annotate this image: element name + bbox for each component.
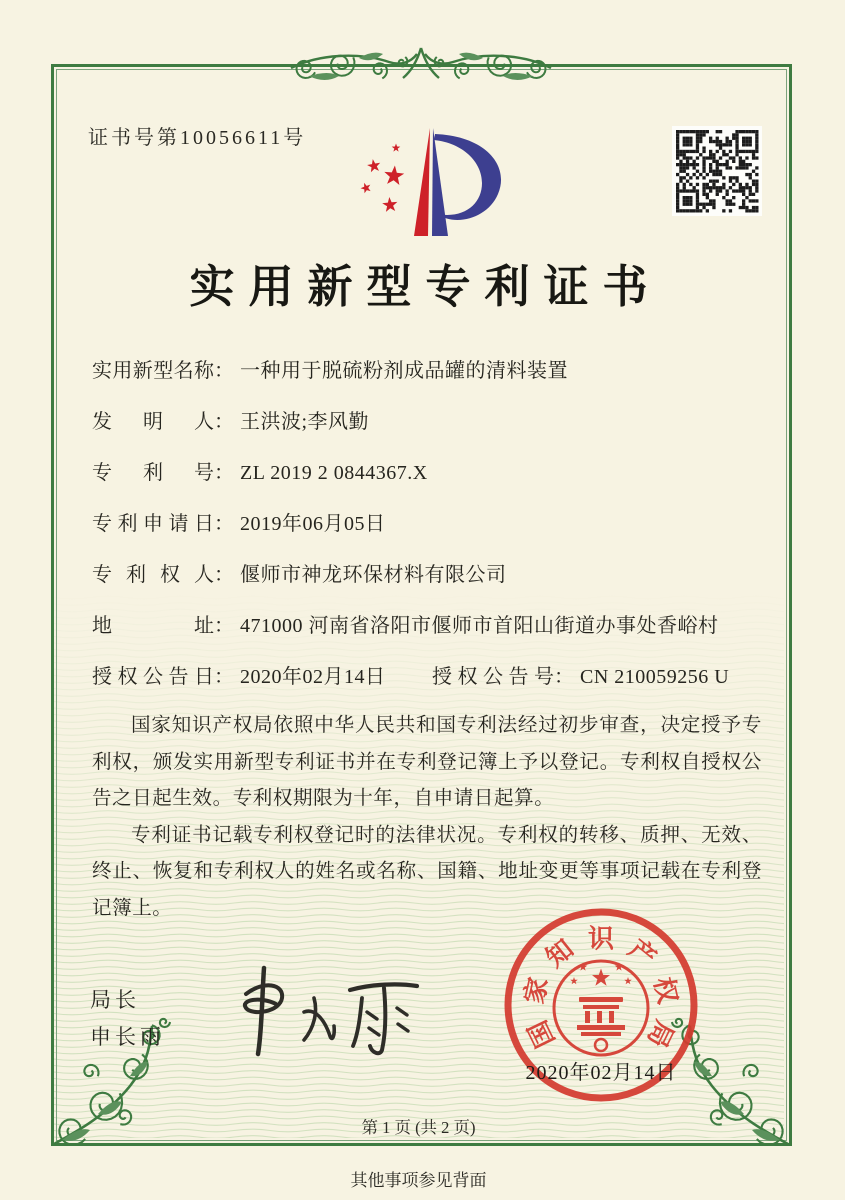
field-label: 授权公告号 bbox=[432, 666, 554, 688]
certificate-number: 证书号第10056611号 bbox=[88, 127, 307, 149]
legal-paragraph-2: 专利证书记载专利权登记时的法律状况。专利权的转移、质押、无效、终止、恢复和专利权人的姓名或名称、国籍、地址变更等事项记载在专利登记簿上。 bbox=[92, 824, 762, 919]
field-label: 专利权人 bbox=[92, 564, 214, 586]
field-value: 2020年02月14日 bbox=[240, 666, 386, 688]
field-value: 2019年06月05日 bbox=[240, 513, 386, 535]
field-value: 偃师市神龙环保材料有限公司 bbox=[240, 564, 507, 586]
field-value: 471000 河南省洛阳市偃师市首阳山街道办事处香峪村 bbox=[240, 615, 719, 637]
cnipa-logo-icon bbox=[336, 124, 526, 242]
logo-stars bbox=[361, 144, 405, 212]
director-signature-icon bbox=[212, 956, 447, 1061]
field-label: 发明人 bbox=[92, 411, 214, 433]
svg-text:家: 家 bbox=[519, 974, 554, 1007]
field-row-inventor: 发明人： 王洪波;李风勤 bbox=[92, 411, 370, 433]
field-row-address: 地址： 471000 河南省洛阳市偃师市首阳山街道办事处香峪村 bbox=[92, 615, 719, 637]
issuer-name: 申长雨 bbox=[90, 1025, 165, 1049]
svg-text:局: 局 bbox=[641, 1015, 680, 1052]
field-label: 实用新型名称 bbox=[92, 360, 214, 382]
field-value: 王洪波;李风勤 bbox=[240, 411, 370, 433]
field-row-patent-no: 专利号： ZL 2019 2 0844367.X bbox=[92, 462, 428, 484]
field-row-patentee: 专利权人： 偃师市神龙环保材料有限公司 bbox=[92, 564, 507, 586]
field-grant-date: 授权公告日： 2020年02月14日 bbox=[92, 666, 386, 688]
certificate-title: 实用新型专利证书 bbox=[189, 262, 662, 312]
field-row-filing-date: 专利申请日： 2019年06月05日 bbox=[92, 513, 386, 535]
legal-paragraph-1: 国家知识产权局依照中华人民共和国专利法经过初步审查，决定授予专利权，颁发实用新型专利证书并在专利登记簿上予以登记。专利权自授权公告之日起生效。专利权期限为十年，自申请日起算。 bbox=[92, 715, 762, 809]
seal-date: 2020年02月14日 bbox=[525, 1062, 677, 1084]
issuer-role: 局长 bbox=[90, 988, 140, 1012]
svg-text:识: 识 bbox=[587, 924, 615, 954]
field-value: 一种用于脱硫粉剂成品罐的清料装置 bbox=[240, 360, 568, 382]
field-label: 授权公告日 bbox=[92, 666, 214, 688]
logo-p-mark bbox=[414, 128, 501, 236]
field-label: 专利申请日 bbox=[92, 513, 214, 535]
field-label: 地址 bbox=[92, 615, 214, 637]
field-row-grant bbox=[92, 666, 764, 688]
svg-text:权: 权 bbox=[648, 974, 683, 1007]
top-scroll-ornament bbox=[289, 36, 553, 98]
field-value: CN 210059256 U bbox=[580, 666, 730, 688]
page-number: 第 1 页 (共 2 页) bbox=[361, 1118, 476, 1137]
back-side-note: 其他事项参见背面 bbox=[350, 1171, 487, 1190]
svg-text:知: 知 bbox=[540, 934, 580, 973]
field-row-name: 实用新型名称： 一种用于脱硫粉剂成品罐的清料装置 bbox=[92, 360, 568, 382]
field-grant-number: 授权公告号： CN 210059256 U bbox=[432, 666, 730, 688]
legal-paragraphs bbox=[92, 708, 762, 927]
qr-code bbox=[672, 126, 762, 216]
svg-text:国: 国 bbox=[522, 1015, 561, 1052]
field-label: 专利号 bbox=[92, 462, 214, 484]
svg-text:产: 产 bbox=[622, 934, 662, 973]
field-value: ZL 2019 2 0844367.X bbox=[240, 462, 428, 484]
certificate-fields bbox=[92, 360, 764, 717]
